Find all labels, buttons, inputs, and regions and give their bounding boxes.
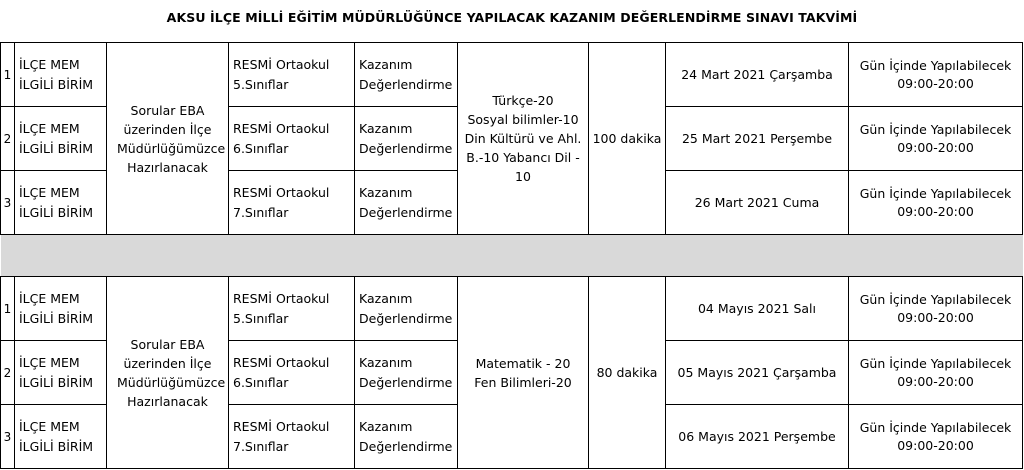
- date-cell: 24 Mart 2021 Çarşamba: [666, 43, 849, 107]
- hours-cell: Gün İçinde Yapılabilecek 09:00-20:00: [849, 171, 1023, 235]
- row-number: 3: [1, 171, 15, 235]
- school-cell: RESMİ Ortaokul 7.Sınıflar: [229, 171, 355, 235]
- unit-cell: İLÇE MEM İLGİLİ BİRİM: [15, 171, 107, 235]
- row-number: 1: [1, 277, 15, 341]
- school-cell: RESMİ Ortaokul 5.Sınıflar: [229, 43, 355, 107]
- row-number: 2: [1, 341, 15, 405]
- exam-type-cell: Kazanım Değerlendirme: [355, 341, 458, 405]
- subjects-cell: Matematik - 20 Fen Bilimleri-20: [458, 277, 589, 469]
- exam-type-cell: Kazanım Değerlendirme: [355, 277, 458, 341]
- duration-cell: 80 dakika: [589, 277, 666, 469]
- page-title: AKSU İLÇE MİLLİ EĞİTİM MÜDÜRLÜĞÜNCE YAPILACAK KAZANIM DEĞERLENDİRME SINAVI TAKVİMİ: [166, 10, 858, 25]
- date-cell: 26 Mart 2021 Cuma: [666, 171, 849, 235]
- hours-cell: Gün İçinde Yapılabilecek 09:00-20:00: [849, 107, 1023, 171]
- table-row: [1, 43, 1023, 107]
- preparation-cell: Sorular EBA üzerinden İlçe Müdürlüğümüzce Hazırlanacak: [107, 43, 229, 235]
- unit-cell: İLÇE MEM İLGİLİ BİRİM: [15, 107, 107, 171]
- exam-type-cell: Kazanım Değerlendirme: [355, 405, 458, 469]
- date-cell: 25 Mart 2021 Perşembe: [666, 107, 849, 171]
- school-cell: RESMİ Ortaokul 6.Sınıflar: [229, 107, 355, 171]
- subjects-cell: Türkçe-20 Sosyal bilimler-10 Din Kültürü ve Ahl. B.-10 Yabancı Dil - 10: [458, 43, 589, 235]
- school-cell: RESMİ Ortaokul 6.Sınıflar: [229, 341, 355, 405]
- exam-type-cell: Kazanım Değerlendirme: [355, 43, 458, 107]
- row-number: 3: [1, 405, 15, 469]
- unit-cell: İLÇE MEM İLGİLİ BİRİM: [15, 277, 107, 341]
- date-cell: 05 Mayıs 2021 Çarşamba: [666, 341, 849, 405]
- unit-cell: İLÇE MEM İLGİLİ BİRİM: [15, 405, 107, 469]
- hours-cell: Gün İçinde Yapılabilecek 09:00-20:00: [849, 43, 1023, 107]
- date-cell: 06 Mayıs 2021 Perşembe: [666, 405, 849, 469]
- table-row: [1, 277, 1023, 341]
- section-separator: [1, 235, 1023, 277]
- unit-cell: İLÇE MEM İLGİLİ BİRİM: [15, 341, 107, 405]
- exam-type-cell: Kazanım Değerlendirme: [355, 107, 458, 171]
- exam-type-cell: Kazanım Değerlendirme: [355, 171, 458, 235]
- hours-cell: Gün İçinde Yapılabilecek 09:00-20:00: [849, 405, 1023, 469]
- row-number: 1: [1, 43, 15, 107]
- hours-cell: Gün İçinde Yapılabilecek 09:00-20:00: [849, 277, 1023, 341]
- duration-cell: 100 dakika: [589, 43, 666, 235]
- date-cell: 04 Mayıs 2021 Salı: [666, 277, 849, 341]
- unit-cell: İLÇE MEM İLGİLİ BİRİM: [15, 43, 107, 107]
- separator-band: [1, 235, 1023, 277]
- school-cell: RESMİ Ortaokul 5.Sınıflar: [229, 277, 355, 341]
- school-cell: RESMİ Ortaokul 7.Sınıflar: [229, 405, 355, 469]
- hours-cell: Gün İçinde Yapılabilecek 09:00-20:00: [849, 341, 1023, 405]
- row-number: 2: [1, 107, 15, 171]
- exam-schedule-table: [0, 42, 1023, 469]
- preparation-cell: Sorular EBA üzerinden İlçe Müdürlüğümüzce Hazırlanacak: [107, 277, 229, 469]
